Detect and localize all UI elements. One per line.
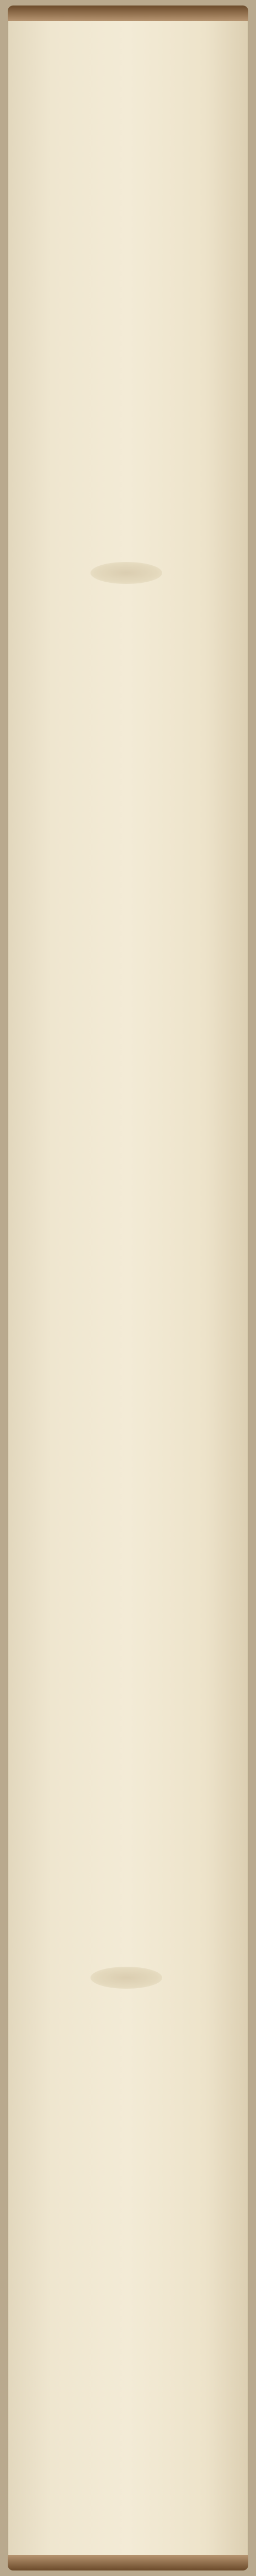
- manuscript-text: [8, 72, 248, 2507]
- manuscript-line: [151, 72, 184, 2507]
- manuscript-line: [35, 72, 68, 2507]
- leaf-end-top: [8, 6, 248, 21]
- palm-leaf: [8, 6, 248, 2570]
- leaf-end-bottom: [8, 2555, 248, 2570]
- manuscript-line: [193, 72, 226, 2507]
- manuscript-line: [74, 72, 107, 2507]
- manuscript-line: [113, 72, 146, 2507]
